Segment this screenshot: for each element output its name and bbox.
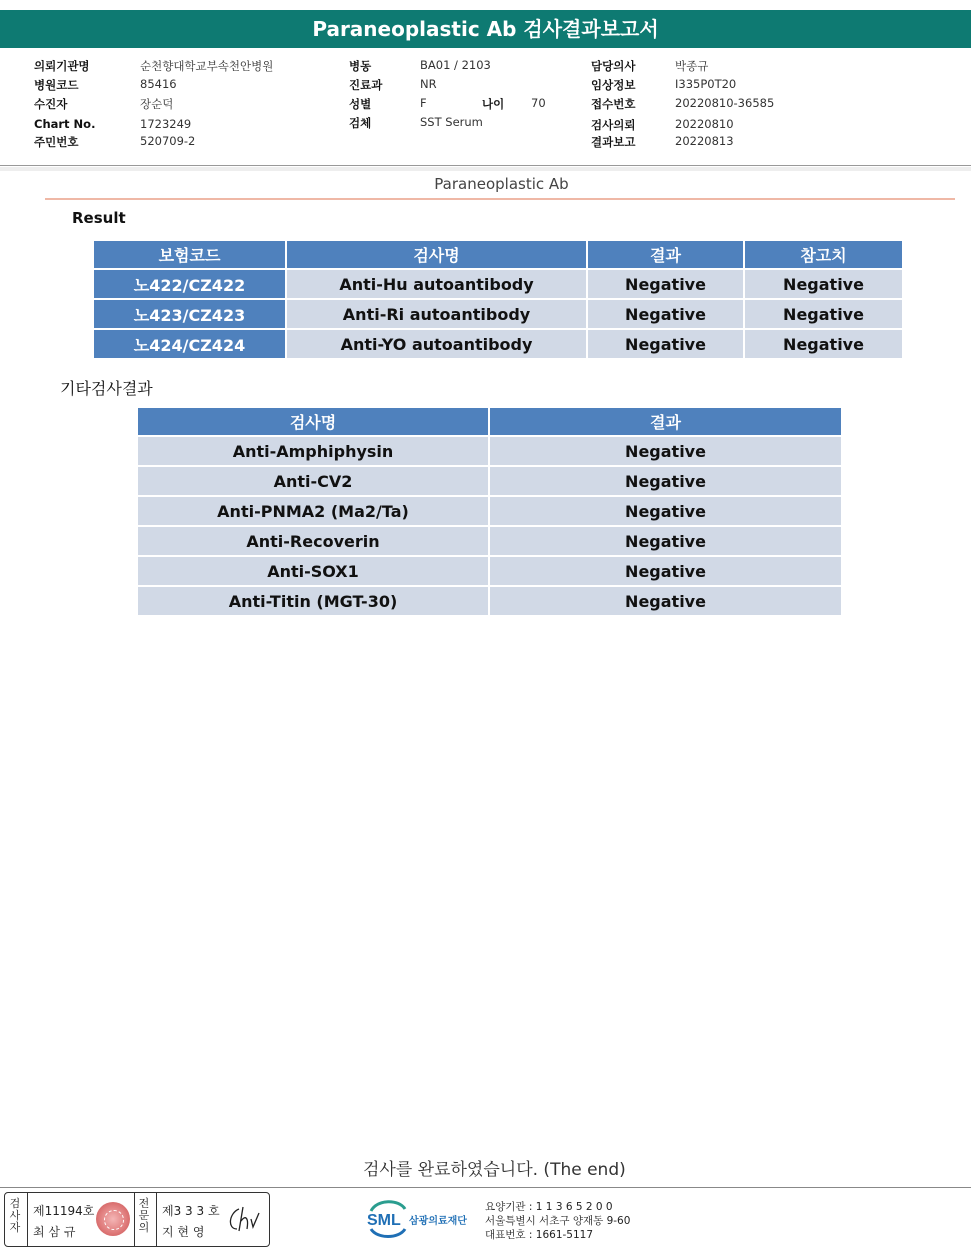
info-label: 임상정보 — [591, 78, 636, 92]
patient-info — [0, 56, 971, 166]
result-cell: Negative — [490, 527, 841, 555]
end-message: 검사를 완료하였습니다. (The end) — [363, 1160, 626, 1180]
other-tests-label: 기타검사결과 — [60, 379, 153, 398]
table-header-row — [94, 241, 902, 268]
signature-image — [225, 1203, 265, 1235]
specialist-name: 지 현 영 — [162, 1225, 205, 1239]
reference-cell: Negative — [745, 300, 902, 328]
svg-text:SML: SML — [367, 1212, 401, 1229]
result-cell: Negative — [588, 330, 743, 358]
info-value: 장순덕 — [140, 97, 174, 111]
table-header-row — [138, 408, 841, 435]
column-header: 보험코드 — [94, 241, 285, 268]
org-street: 서울특별시 서초구 양재동 9-60 — [485, 1215, 631, 1227]
section-title: Paraneoplastic Ab — [434, 175, 569, 193]
test-name-cell: Anti-Titin (MGT-30) — [138, 587, 488, 615]
org-address — [485, 1200, 630, 1242]
column-header: 검사명 — [138, 408, 488, 435]
column-header: 검사명 — [287, 241, 586, 268]
test-name-cell: Anti-YO autoantibody — [287, 330, 586, 358]
insurance-code-cell: 노422/CZ422 — [94, 270, 285, 298]
info-label: 의뢰기관명 — [34, 59, 90, 73]
result-cell: Negative — [588, 300, 743, 328]
report-title: Paraneoplastic Ab 검사결과보고서 — [0, 10, 971, 48]
signature-separator — [27, 1193, 28, 1246]
result-cell: Negative — [490, 557, 841, 585]
info-label: 주민번호 — [34, 135, 79, 149]
info-value: F — [420, 96, 427, 110]
result-cell: Negative — [588, 270, 743, 298]
info-value: 1723249 — [140, 117, 192, 131]
test-name-cell: Anti-Recoverin — [138, 527, 488, 555]
examiner-license: 제11194호 — [33, 1204, 95, 1218]
insurance-code-cell: 노423/CZ423 — [94, 300, 285, 328]
section-divider — [45, 198, 955, 200]
info-value: 85416 — [140, 77, 177, 91]
table-row — [138, 527, 841, 555]
info-value: 520709-2 — [140, 134, 196, 148]
info-label: 접수번호 — [591, 97, 636, 111]
signature-separator — [134, 1193, 135, 1246]
table-row — [94, 300, 902, 328]
result-table — [92, 239, 904, 360]
info-value: BA01 / 2103 — [420, 58, 491, 72]
result-label: Result — [72, 209, 126, 227]
table-row — [138, 467, 841, 495]
info-value: 70 — [531, 96, 546, 110]
signature-box — [4, 1192, 270, 1247]
footer-divider — [0, 1187, 971, 1188]
signature-separator — [156, 1193, 157, 1246]
table-row — [138, 437, 841, 465]
specialist-vertical-label: 전 문 의 — [138, 1197, 150, 1234]
test-name-cell: Anti-SOX1 — [138, 557, 488, 585]
examiner-name: 최 삼 규 — [33, 1225, 76, 1239]
info-label: 담당의사 — [591, 59, 636, 73]
reference-cell: Negative — [745, 330, 902, 358]
info-label: 수진자 — [34, 97, 68, 111]
column-header: 참고치 — [745, 241, 902, 268]
result-cell: Negative — [490, 467, 841, 495]
info-label: 검사의뢰 — [591, 118, 636, 132]
info-value: I335P0T20 — [675, 77, 737, 91]
info-label: Chart No. — [34, 117, 96, 131]
sml-logo — [365, 1199, 480, 1243]
info-value: 순천향대학교부속천안병원 — [140, 59, 274, 73]
column-header: 결과 — [490, 408, 841, 435]
header-divider — [0, 165, 971, 166]
info-label: 성별 — [349, 97, 372, 111]
reference-cell: Negative — [745, 270, 902, 298]
info-value: 20220813 — [675, 134, 734, 148]
info-label: 나이 — [482, 97, 505, 111]
org-code: 요양기관 : 1 1 3 6 5 2 0 0 — [485, 1201, 613, 1213]
info-value: SST Serum — [420, 115, 483, 129]
svg-text:삼광의료재단: 삼광의료재단 — [409, 1216, 467, 1227]
table-row — [94, 270, 902, 298]
info-label: 검체 — [349, 116, 372, 130]
table-row — [138, 587, 841, 615]
table-row — [138, 557, 841, 585]
specialist-license: 제3 3 3 호 — [162, 1204, 220, 1218]
test-name-cell: Anti-Amphiphysin — [138, 437, 488, 465]
insurance-code-cell: 노424/CZ424 — [94, 330, 285, 358]
test-name-cell: Anti-Ri autoantibody — [287, 300, 586, 328]
info-value: 박종규 — [675, 59, 709, 73]
other-tests-table — [136, 406, 843, 617]
info-value: 20220810-36585 — [675, 96, 775, 110]
info-label: 진료과 — [349, 78, 383, 92]
header-shadow — [0, 167, 971, 171]
table-row — [94, 330, 902, 358]
info-label: 결과보고 — [591, 135, 636, 149]
column-header: 결과 — [588, 241, 743, 268]
test-name-cell: Anti-PNMA2 (Ma2/Ta) — [138, 497, 488, 525]
test-name-cell: Anti-Hu autoantibody — [287, 270, 586, 298]
org-phone: 대표번호 : 1661-5117 — [485, 1229, 594, 1241]
test-name-cell: Anti-CV2 — [138, 467, 488, 495]
result-cell: Negative — [490, 587, 841, 615]
table-row — [138, 497, 841, 525]
result-cell: Negative — [490, 437, 841, 465]
info-value: 20220810 — [675, 117, 734, 131]
result-cell: Negative — [490, 497, 841, 525]
sml-logo-mark — [365, 1199, 480, 1239]
info-label: 병동 — [349, 59, 372, 73]
examiner-vertical-label: 검 사 자 — [9, 1197, 21, 1234]
info-value: NR — [420, 77, 437, 91]
seal-stamp — [96, 1202, 130, 1236]
info-label: 병원코드 — [34, 78, 79, 92]
